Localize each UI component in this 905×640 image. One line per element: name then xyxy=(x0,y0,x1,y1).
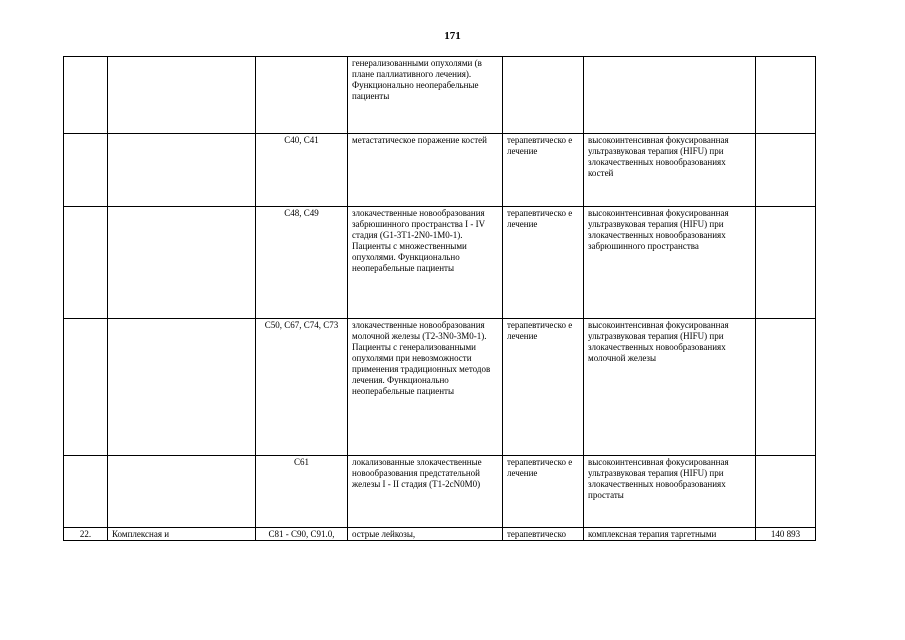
cost-value xyxy=(756,57,816,134)
treatment-method xyxy=(584,57,756,134)
treatment-method: высокоинтенсивная фокусированная ультразвуковая терапия (HIFU) при злокачественных новообразованиях молочной железы xyxy=(584,319,756,456)
treatment-method: высокоинтенсивная фокусированная ультразвуковая терапия (HIFU) при злокачественных новообразованиях забрюшинного пространства xyxy=(584,207,756,319)
treatment-type xyxy=(503,57,584,134)
treatment-method: комплексная терапия таргетными xyxy=(584,528,756,541)
row-number: 22. xyxy=(64,528,108,541)
table-row xyxy=(64,528,816,541)
row-number xyxy=(64,57,108,134)
patient-model: метастатическое поражение костей xyxy=(348,134,503,207)
treatment-type: терапевтическо е лечение xyxy=(503,319,584,456)
cost-value xyxy=(756,456,816,528)
row-number xyxy=(64,456,108,528)
care-type-name: Комплексная и xyxy=(108,528,256,541)
cost-value: 140 893 xyxy=(756,528,816,541)
table-row xyxy=(64,319,816,456)
cost-value xyxy=(756,134,816,207)
icd-codes: С40, С41 xyxy=(256,134,348,207)
icd-codes: С48, С49 xyxy=(256,207,348,319)
icd-codes: С50, С67, С74, С73 xyxy=(256,319,348,456)
care-type-name xyxy=(108,207,256,319)
patient-model: злокачественные новообразования молочной железы (Т2-3N0-3M0-1). Пациенты с генерализованными опухолями при невозможности применения традиционных методов лечения. Функционально неоперабельные пациенты xyxy=(348,319,503,456)
care-type-name xyxy=(108,456,256,528)
row-number xyxy=(64,319,108,456)
patient-model: локализованные злокачественные новообразования предстательной железы I - II стадия (Т1-2cN0M0) xyxy=(348,456,503,528)
treatment-method: высокоинтенсивная фокусированная ультразвуковая терапия (HIFU) при злокачественных новообразованиях костей xyxy=(584,134,756,207)
care-type-name xyxy=(108,134,256,207)
page-number: 171 xyxy=(444,30,461,42)
treatment-type: терапевтическо xyxy=(503,528,584,541)
patient-model: генерализованными опухолями (в плане паллиативного лечения). Функционально неоперабельные пациенты xyxy=(348,57,503,134)
cost-value xyxy=(756,207,816,319)
care-type-name xyxy=(108,319,256,456)
treatment-type: терапевтическо е лечение xyxy=(503,134,584,207)
table-row xyxy=(64,207,816,319)
treatment-type: терапевтическо е лечение xyxy=(503,207,584,319)
patient-model: острые лейкозы, xyxy=(348,528,503,541)
row-number xyxy=(64,134,108,207)
services-table xyxy=(63,56,816,541)
cost-value xyxy=(756,319,816,456)
treatment-type: терапевтическо е лечение xyxy=(503,456,584,528)
icd-codes: С81 - С90, С91.0, xyxy=(256,528,348,541)
table-row xyxy=(64,456,816,528)
table-row xyxy=(64,134,816,207)
icd-codes xyxy=(256,57,348,134)
icd-codes: С61 xyxy=(256,456,348,528)
patient-model: злокачественные новообразования забрюшинного пространства I - IV стадия (G1-3T1-2N0-1M0-1). Пациенты с множественными опухолями. Функционально неоперабельные пациенты xyxy=(348,207,503,319)
row-number xyxy=(64,207,108,319)
treatment-method: высокоинтенсивная фокусированная ультразвуковая терапия (HIFU) при злокачественных новообразованиях простаты xyxy=(584,456,756,528)
table-row xyxy=(64,57,816,134)
care-type-name xyxy=(108,57,256,134)
